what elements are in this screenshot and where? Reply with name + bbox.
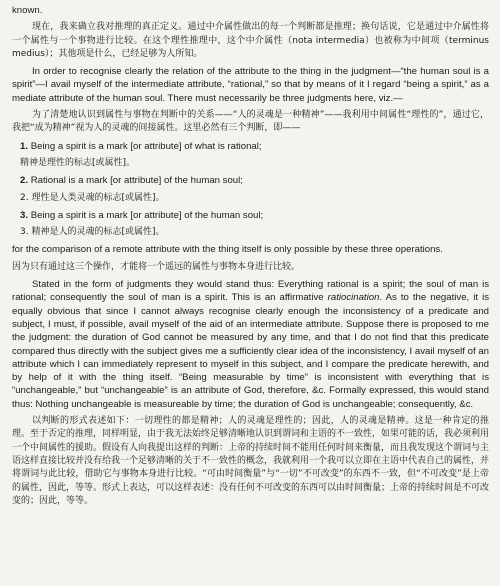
list-text: Being a spirit is a mark [or attribute] of what is rational; [30, 140, 262, 152]
list-item-3-zh: 3. 精神是人的灵魂的标志[或属性]。 [20, 227, 165, 238]
list-item-2-en [20, 174, 489, 187]
paragraph-zh-1: 现在，我来确立我对推理的真正定义。通过中介属性做出的每一个判断都是推理；换句话说，它是通过中介属性将一个属性与一个事物进行比较。在这个理性推理中，这个中介属性（nota intermedia）也被称为中间项（terminus medius）；其他项是什么，已经足够为人所知。 [12, 22, 489, 59]
list-text: Rational is a mark [or attribute] of the human soul; [30, 175, 243, 187]
paragraph-zh-5: 因为只有通过这三个操作，才能将一个遥远的属性与事物本身进行比较。 [12, 261, 301, 272]
paragraph-zh-3: 为了清楚地认识到属性与事物在判断中的关系——“人的灵魂是一种精神”——我利用中间属性“理性的”，通过它，我把“成为精神”视为人的灵魂的间接属性。这里必然有三个判断，即—— [12, 110, 489, 134]
list-number: 1. [20, 140, 29, 152]
paragraph-zh-7: 以判断的形式表述如下：一切理性的都是精神；人的灵魂是理性的；因此，人的灵魂是精神。这是一种肯定的推理。至于否定的推理，同样明显，由于我无法始终足够清晰地认识到谓词和主语的不一致性，如果可能的话，我必须利用一个中间属性的援助。假设有人向我提出这样的判断：上帝的持续时间不能用任何时间来衡量，而且我发现这个谓词与主语这样直接比较并没有给我一个足够清晰的关于不一致性的概念，我就利用一个我可以立即在主语中代表自己的属性，并将谓词与此比较，借助它与事物本身进行比较。“可由时间衡量”与“一切”不可改变”的东西不一致，但“不可改变”是上帝的属性，因此，等等。形式上表达，可以这样表述：没有任何不可改变的东西可以由时间衡量；上帝的持续时间是不可改变的；因此，等等。 [12, 416, 490, 506]
italic-term: ratiocination [327, 292, 380, 304]
paragraph-en-4: for the comparison of a remote attribute with the thing itself is only possible by these three operations. [12, 244, 443, 256]
list-item-1-zh: 精神是理性的标志[或属性]。 [20, 157, 136, 168]
list-number: 2. [20, 175, 29, 187]
list-item-2-zh: 2. 理性是人类灵魂的标志[或属性]。 [20, 192, 165, 203]
text-run: . As to the negative, it is equally obvious that since I cannot always recognise clearly enough the inconsistency of a predicate and subject, I must, if possible, avail myself of the aid of an intermediate attribute. Suppose there is proposed to me the judgment: the duration of God cannot be measured by any time, and that I do not find that this predicate compared thus directly with the subject gives me a sufficiently clear idea of the inconsistency, I avail myself of an attribute which I can immediately represent to myself in this subject, and I compare the predicate herewith, and by help of it with the thing itself. “Being measurable by time” is inconsistent with everything that is “unchangeable,” but “unchangeable” is an attribute of God, therefore, &c. Formally expressed, this would stand thus: Nothing unchangeable is measureable by time; the duration of God is unchangeable; consequently, &c. [12, 292, 490, 410]
list-item-3-en [20, 209, 489, 222]
paragraph-en-6 [12, 278, 489, 411]
text-run: Stated in the form of judgments they would stand thus: Everything rational is a spirit; the soul of man is rational; consequently the soul of man is a spirit. This is an affirmative [12, 279, 489, 304]
paragraph-en-2: In order to recognise clearly the relation of the attribute to the thing in the judgment—“the human soul is a spirit”—I avail myself of the intermediate attribute, “rational,” so that by means of it I regard “being a spirit,” as a mediate attribute of the human soul. There must necessarily be three judgments here, viz.— [12, 66, 489, 104]
list-item-1-en [20, 140, 489, 153]
list-number: 3. [20, 209, 29, 221]
paragraph-en-0: known. [12, 5, 43, 16]
list-text: Being a spirit is a mark [or attribute] of the human soul; [30, 209, 264, 221]
